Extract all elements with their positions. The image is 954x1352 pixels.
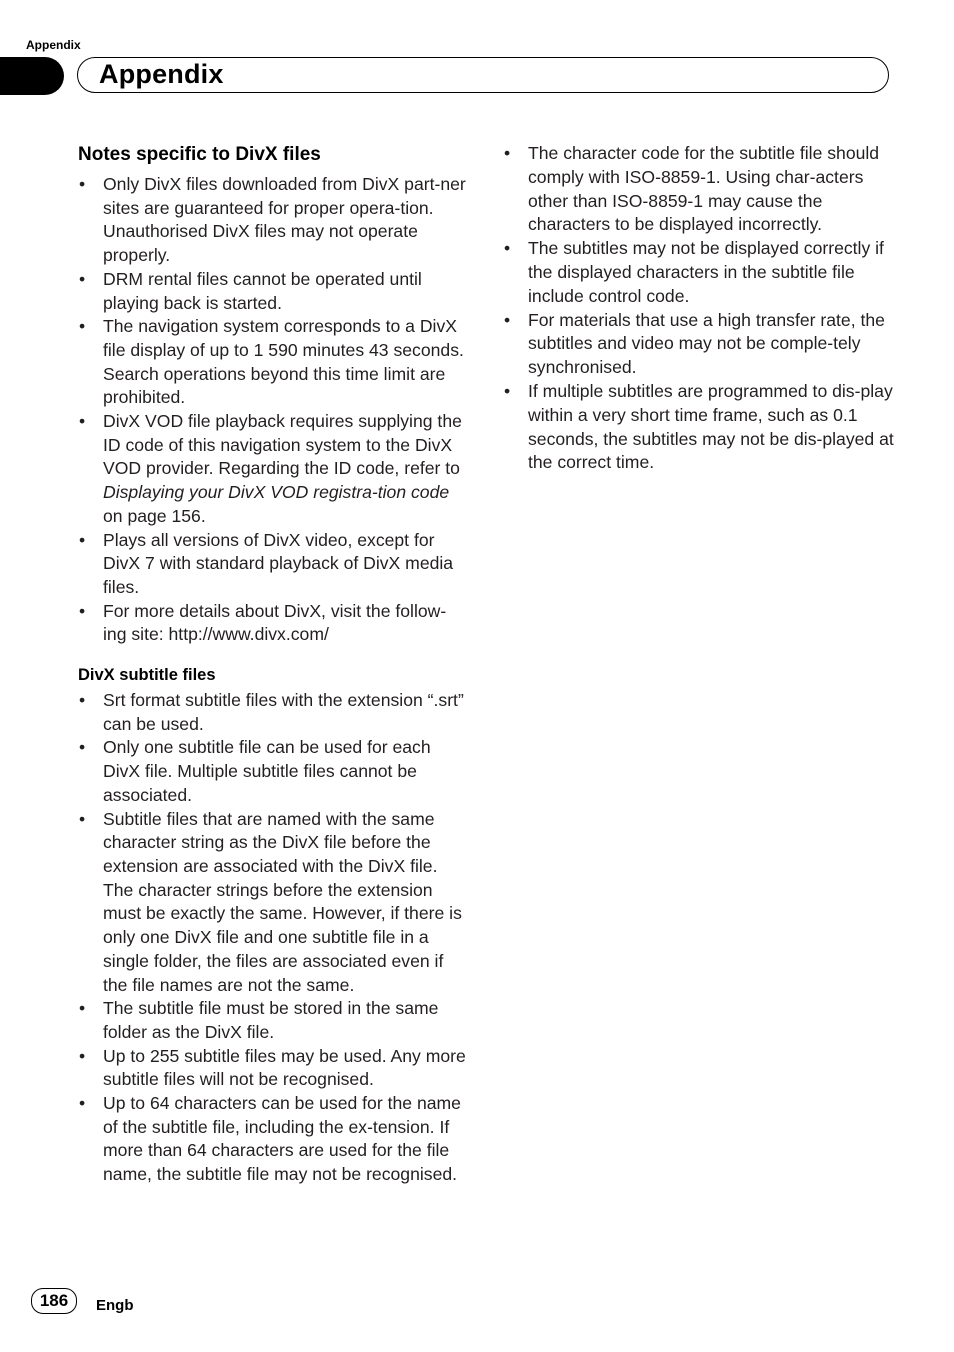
running-head: Appendix bbox=[26, 38, 81, 52]
list-item: • The navigation system corresponds to a DivX file display of up to 1 590 minutes 43 seconds. Search operations beyond this time limit are prohibited. bbox=[78, 315, 468, 410]
page-title-bar bbox=[77, 57, 889, 93]
list-item: • The subtitle file must be stored in the same folder as the DivX file. bbox=[78, 997, 468, 1044]
item-text-after: on page 156. bbox=[103, 505, 206, 526]
list-item: • For more details about DivX, visit the follow-ing site: http://www.divx.com/ bbox=[78, 600, 468, 647]
subtitles-list bbox=[78, 689, 468, 1187]
list-item: • Srt format subtitle files with the extension “.srt” can be used. bbox=[78, 689, 468, 736]
list-item: • Up to 255 subtitle files may be used. Any more subtitle files will not be recognised. bbox=[78, 1045, 468, 1092]
left-column bbox=[78, 142, 468, 1187]
right-column bbox=[503, 142, 895, 475]
list-item: • The subtitles may not be displayed correctly if the displayed characters in the subtitle file include control code. bbox=[503, 237, 895, 308]
language-code: Engb bbox=[96, 1297, 134, 1314]
list-item: • For materials that use a high transfer rate, the subtitles and video may not be comple-tely synchronised. bbox=[503, 309, 895, 380]
page-number: 186 bbox=[31, 1288, 77, 1314]
page-title: Appendix bbox=[99, 59, 224, 89]
list-item: • Only DivX files downloaded from DivX part-ner sites are guaranteed for proper opera-tion. Unauthorised DivX files may not operate properly. bbox=[78, 173, 468, 268]
notes-heading: Notes specific to DivX files bbox=[78, 144, 321, 165]
notes-list bbox=[78, 173, 468, 647]
list-item: • If multiple subtitles are programmed to dis-play within a very short time frame, such as 0.1 seconds, the subtitles may not be dis-played at the correct time. bbox=[503, 380, 895, 475]
list-item: • Plays all versions of DivX video, except for DivX 7 with standard playback of DivX media files. bbox=[78, 529, 468, 600]
page-reference-link[interactable]: Displaying your DivX VOD registra-tion code bbox=[103, 482, 450, 503]
section-tab-marker bbox=[0, 57, 64, 95]
list-item: • DRM rental files cannot be operated until playing back is started. bbox=[78, 268, 468, 315]
subtitles-list-continued bbox=[503, 142, 895, 475]
item-text-before: DivX VOD file playback requires supplying the ID code of this navigation system to the DivX VOD provider. Regarding the ID code, refer to bbox=[103, 411, 462, 479]
list-item: • The character code for the subtitle file should comply with ISO-8859-1. Using char-acters other than ISO-8859-1 may cause the characters to be displayed incorrectly. bbox=[503, 142, 895, 237]
list-item: • Subtitle files that are named with the same character string as the DivX file before the extension are associated with the DivX file. The character strings before the extension must be exactly the same. However, if there is only one DivX file and one subtitle file in a single folder, the files are associated even if the file names are not the same. bbox=[78, 808, 468, 998]
list-item bbox=[78, 410, 468, 529]
subtitles-heading: DivX subtitle files bbox=[78, 666, 216, 685]
list-item: • Up to 64 characters can be used for the name of the subtitle file, including the ex-tension. If more than 64 characters are used for the file name, the subtitle file may not be recognised. bbox=[78, 1092, 468, 1187]
list-item: • Only one subtitle file can be used for each DivX file. Multiple subtitle files cannot be associated. bbox=[78, 736, 468, 807]
